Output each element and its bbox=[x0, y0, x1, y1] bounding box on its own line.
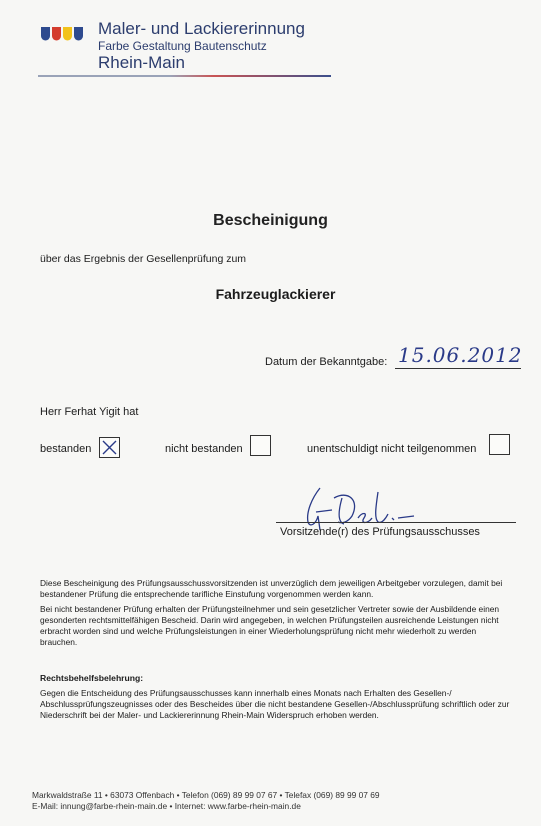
option-failed-checkbox[interactable] bbox=[250, 435, 271, 456]
notice-paragraph: Diese Bescheinigung des Prüfungsausschussvorsitzenden ist unverzüglich dem jeweiligen Arbeitgeber vorzulegen, damit bei bestandener Prüfung die entsprechende tarifliche Einstufung vorgenommen werden kann. bbox=[40, 578, 503, 599]
date-value-handwritten: 15.06.2012 bbox=[398, 343, 523, 367]
organization-logo bbox=[38, 18, 338, 82]
trade-name: Fahrzeuglackierer bbox=[215, 286, 336, 302]
option-failed-label: nicht bestanden bbox=[165, 443, 243, 455]
document-subtitle: über das Ergebnis der Gesellenprüfung zum bbox=[40, 253, 247, 265]
date-underline bbox=[395, 368, 521, 369]
signature-line bbox=[276, 522, 516, 523]
signature-label: Vorsitzende(r) des Prüfungsausschusses bbox=[280, 526, 480, 538]
option-passed-checkbox[interactable] bbox=[99, 437, 120, 458]
footer-email-web: E-Mail: innung@farbe-rhein-main.de • Internet: www.farbe-rhein-main.de bbox=[32, 801, 301, 811]
footer-address: Markwaldstraße 11 • 63073 Offenbach • Telefon (069) 89 99 07 67 • Telefax (069) 89 99 07 69 bbox=[32, 790, 380, 800]
option-absent-label: unentschuldigt nicht teilgenommen bbox=[307, 443, 477, 455]
org-name: Maler- und Lackiererinnung bbox=[98, 19, 305, 38]
org-region: Rhein-Main bbox=[98, 53, 185, 72]
logo-divider bbox=[38, 75, 331, 77]
document-title: Bescheinigung bbox=[213, 212, 328, 229]
option-absent-checkbox[interactable] bbox=[489, 434, 510, 455]
legal-remedy-heading: Rechtsbehelfsbelehrung: bbox=[40, 673, 144, 683]
legal-remedy-paragraph: Gegen die Entscheidung des Prüfungsausschusses kann innerhalb eines Monats nach Erhalten des Gesellen-/ Abschlussprüfungszeugnisses oder des Bescheides über die nicht bestandene Gesellen-/Abschlussprüfung schriftlich oder zur Niederschrift bei der Maler- und Lackiererinnung Rhein-Main Widerspruch erhoben werden. bbox=[40, 688, 510, 720]
paint-pots-logo-icon bbox=[40, 24, 84, 44]
failure-notice-paragraph: Bei nicht bestandener Prüfung erhalten der Prüfungsteilnehmer und sein gesetzlicher Vertreter sowie der Ausbildende einen gesonderten rechtsmittelfähigen Bescheid. Darin wird angegeben, in welchen Prüfungsteilen ausreichende Leistungen nicht erbracht worden sind und welche Prüfungsleistungen in einer Wiederholungsprüfung nicht mehr wiederholt zu werden brauchen. bbox=[40, 604, 500, 647]
date-label: Datum der Bekanntgabe: bbox=[265, 356, 388, 368]
footer-contact bbox=[32, 790, 380, 812]
candidate-line: Herr Ferhat Yigit hat bbox=[40, 406, 139, 418]
checkmark-x-icon bbox=[100, 438, 119, 457]
option-passed-label: bestanden bbox=[40, 443, 92, 455]
org-tagline: Farbe Gestaltung Bautenschutz bbox=[98, 39, 267, 53]
